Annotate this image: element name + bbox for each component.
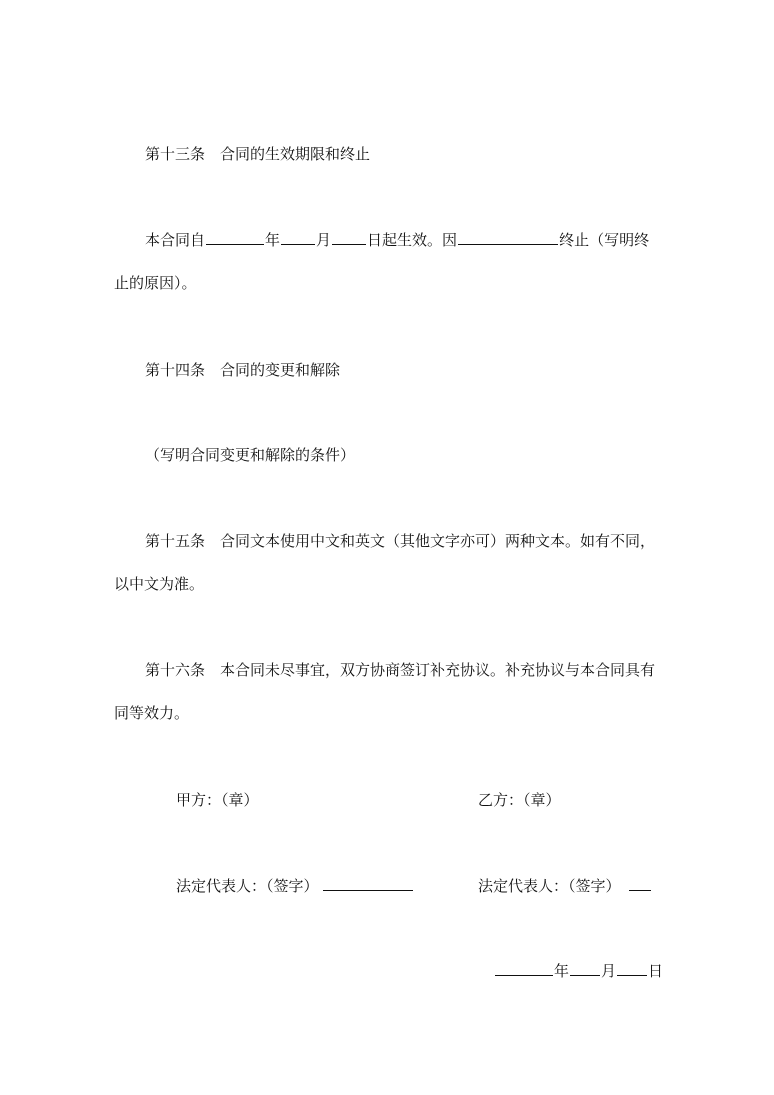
article-16-line-2: 同等效力。	[114, 704, 190, 722]
article-13-paragraph-line-2: 止的原因）。	[114, 274, 197, 292]
article-number: 第十五条	[145, 532, 206, 550]
party-a-seal: 甲方：（章）	[176, 791, 259, 809]
article-14-heading	[145, 360, 340, 380]
blank-date-year	[495, 961, 553, 976]
signature-line-a	[323, 876, 413, 891]
signing-date: 年 月 日	[494, 961, 663, 981]
article-13-paragraph-line-1: 本合同自 年 月 日起生效。因 终止（写明终	[145, 231, 650, 249]
party-a-representative: 法定代表人：（签字）	[176, 876, 414, 896]
blank-month	[281, 230, 315, 245]
article-title: 合同的变更和解除	[220, 361, 341, 379]
article-number: 第十四条	[145, 361, 206, 379]
article-title: 合同的生效期限和终止	[220, 145, 371, 163]
party-b-seal: 乙方：（章）	[478, 791, 561, 809]
party-b-representative: 法定代表人：（签字）	[478, 876, 652, 896]
article-number: 第十六条	[145, 661, 206, 679]
article-15-line-2: 以中文为准。	[114, 575, 205, 593]
blank-reason	[458, 230, 558, 245]
blank-date-day	[617, 961, 647, 976]
blank-date-month	[570, 961, 600, 976]
article-15-line-1: 第十五条 合同文本使用中文和英文（其他文字亦可）两种文本。如有不同，	[145, 532, 656, 550]
article-14-note: （写明合同变更和解除的条件）	[145, 446, 356, 464]
signature-line-b	[629, 876, 651, 891]
article-13-heading	[145, 144, 370, 164]
article-number: 第十三条	[145, 145, 206, 163]
article-16-line-1: 第十六条 本合同未尽事宜，双方协商签订补充协议。补充协议与本合同具有	[145, 661, 656, 679]
blank-day	[332, 230, 366, 245]
blank-year	[206, 230, 264, 245]
